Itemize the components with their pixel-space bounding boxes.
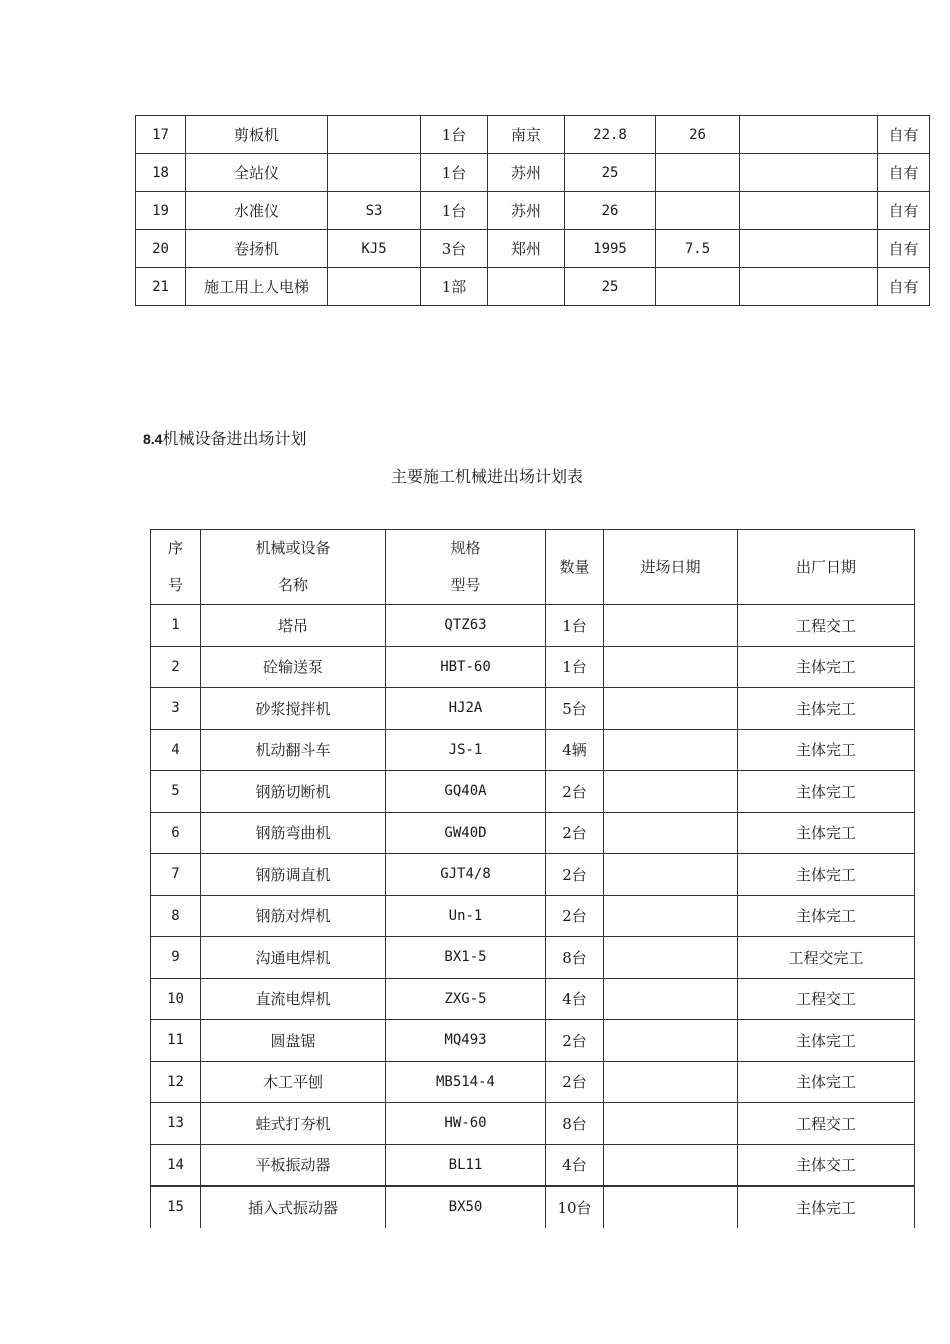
cell-spec: HJ2A	[386, 688, 546, 730]
cell-name: 全站仪	[186, 154, 328, 192]
cell-qty: 10台	[546, 1186, 604, 1228]
cell-spec: GJT4/8	[386, 854, 546, 896]
cell-entry-date	[604, 978, 738, 1020]
cell-origin	[488, 268, 565, 306]
table-row	[151, 854, 915, 896]
table-row	[151, 646, 915, 688]
cell-qty: 5台	[546, 688, 604, 730]
cell-power: 1995	[565, 230, 656, 268]
cell-qty: 1台	[421, 154, 488, 192]
cell-seq: 2	[151, 646, 201, 688]
equipment-table-continued	[135, 115, 930, 306]
cell-exit-date: 主体交工	[738, 1144, 915, 1186]
header-spec: 规格 型号	[386, 530, 546, 605]
cell-seq: 10	[151, 978, 201, 1020]
cell-ownership: 自有	[878, 192, 930, 230]
cell-name: 平板振动器	[201, 1144, 386, 1186]
cell-seq: 1	[151, 605, 201, 647]
table-title: 主要施工机械进出场计划表	[390, 467, 583, 486]
cell-entry-date	[604, 771, 738, 813]
header-exit-date: 出厂日期	[738, 530, 915, 605]
table-row	[136, 154, 930, 192]
cell-name: 施工用上人电梯	[186, 268, 328, 306]
cell-qty: 2台	[546, 812, 604, 854]
cell-entry-date	[604, 729, 738, 771]
cell-exit-date: 主体完工	[738, 688, 915, 730]
table-header-row	[151, 530, 915, 605]
cell-remark	[740, 192, 878, 230]
cell-spec: HBT-60	[386, 646, 546, 688]
cell-entry-date	[604, 1144, 738, 1186]
table-row	[151, 812, 915, 854]
cell-qty: 2台	[546, 854, 604, 896]
cell-name: 钢筋切断机	[201, 771, 386, 813]
cell-name: 剪板机	[186, 116, 328, 154]
cell-exit-date: 主体完工	[738, 854, 915, 896]
cell-name: 钢筋对焊机	[201, 895, 386, 937]
cell-name: 钢筋调直机	[201, 854, 386, 896]
cell-spec: JS-1	[386, 729, 546, 771]
cell-ownership: 自有	[878, 154, 930, 192]
cell-exit-date: 主体完工	[738, 771, 915, 813]
cell-spec: ZXG-5	[386, 978, 546, 1020]
cell-exit-date: 工程交工	[738, 1103, 915, 1145]
cell-spec: BX1-5	[386, 937, 546, 979]
cell-qty: 2台	[546, 771, 604, 813]
cell-entry-date	[604, 1186, 738, 1228]
table-row	[151, 937, 915, 979]
table-row	[136, 268, 930, 306]
section-heading	[143, 426, 306, 449]
cell-entry-date	[604, 895, 738, 937]
cell-exit-date: 工程交工	[738, 978, 915, 1020]
cell-exit-date: 主体完工	[738, 729, 915, 771]
cell-remark	[740, 154, 878, 192]
cell-seq: 3	[151, 688, 201, 730]
cell-seq: 5	[151, 771, 201, 813]
cell-exit-date: 主体完工	[738, 646, 915, 688]
cell-seq: 20	[136, 230, 186, 268]
table-row	[151, 729, 915, 771]
cell-spec: KJ5	[328, 230, 421, 268]
cell-seq: 14	[151, 1144, 201, 1186]
cell-seq: 13	[151, 1103, 201, 1145]
cell-spec	[328, 268, 421, 306]
table-row	[151, 1103, 915, 1145]
cell-spec: GQ40A	[386, 771, 546, 813]
header-entry-date: 进场日期	[604, 530, 738, 605]
cell-ownership: 自有	[878, 268, 930, 306]
table-row	[151, 1020, 915, 1062]
cell-power: 22.8	[565, 116, 656, 154]
cell-entry-date	[604, 937, 738, 979]
cell-entry-date	[604, 646, 738, 688]
cell-entry-date	[604, 688, 738, 730]
cell-seq: 9	[151, 937, 201, 979]
cell-seq: 8	[151, 895, 201, 937]
cell-name: 机动翻斗车	[201, 729, 386, 771]
table-row	[151, 1186, 915, 1228]
cell-exit-date: 主体完工	[738, 1186, 915, 1228]
cell-spec: BL11	[386, 1144, 546, 1186]
cell-spec	[328, 154, 421, 192]
header-qty: 数量	[546, 530, 604, 605]
cell-power: 26	[565, 192, 656, 230]
cell-seq: 7	[151, 854, 201, 896]
cell-entry-date	[604, 854, 738, 896]
table-row	[151, 895, 915, 937]
cell-qty: 1台	[421, 192, 488, 230]
section-number: 8.4	[143, 431, 163, 447]
table-row	[151, 605, 915, 647]
cell-seq: 6	[151, 812, 201, 854]
cell-name: 沟通电焊机	[201, 937, 386, 979]
cell-exit-date: 主体完工	[738, 1020, 915, 1062]
cell-spec	[328, 116, 421, 154]
cell-seq: 12	[151, 1061, 201, 1103]
cell-origin: 苏州	[488, 192, 565, 230]
cell-spec: MB514-4	[386, 1061, 546, 1103]
cell-qty: 4辆	[546, 729, 604, 771]
cell-name: 圆盘锯	[201, 1020, 386, 1062]
cell-qty: 2台	[546, 1061, 604, 1103]
cell-remark	[740, 116, 878, 154]
header-seq: 序 号	[151, 530, 201, 605]
machinery-schedule-table	[150, 529, 915, 1228]
cell-spec: S3	[328, 192, 421, 230]
cell-name: 砂浆搅拌机	[201, 688, 386, 730]
cell-name: 卷扬机	[186, 230, 328, 268]
table-row	[151, 978, 915, 1020]
cell-name: 木工平刨	[201, 1061, 386, 1103]
cell-entry-date	[604, 605, 738, 647]
cell-name: 钢筋弯曲机	[201, 812, 386, 854]
cell-name: 塔吊	[201, 605, 386, 647]
cell-value	[656, 192, 740, 230]
cell-qty: 4台	[546, 1144, 604, 1186]
cell-ownership: 自有	[878, 116, 930, 154]
cell-ownership: 自有	[878, 230, 930, 268]
cell-seq: 21	[136, 268, 186, 306]
table-row	[136, 230, 930, 268]
cell-qty: 4台	[546, 978, 604, 1020]
table-row	[136, 116, 930, 154]
cell-seq: 15	[151, 1186, 201, 1228]
cell-seq: 18	[136, 154, 186, 192]
cell-origin: 苏州	[488, 154, 565, 192]
table-row	[151, 1061, 915, 1103]
cell-entry-date	[604, 812, 738, 854]
cell-name: 插入式振动器	[201, 1186, 386, 1228]
cell-spec: Un-1	[386, 895, 546, 937]
cell-power: 25	[565, 154, 656, 192]
cell-origin: 郑州	[488, 230, 565, 268]
cell-name: 砼输送泵	[201, 646, 386, 688]
cell-qty: 1部	[421, 268, 488, 306]
cell-spec: GW40D	[386, 812, 546, 854]
cell-value: 7.5	[656, 230, 740, 268]
cell-spec: MQ493	[386, 1020, 546, 1062]
cell-name: 水准仪	[186, 192, 328, 230]
cell-entry-date	[604, 1020, 738, 1062]
cell-exit-date: 主体完工	[738, 895, 915, 937]
cell-name: 直流电焊机	[201, 978, 386, 1020]
cell-seq: 4	[151, 729, 201, 771]
cell-qty: 3台	[421, 230, 488, 268]
table-row	[136, 192, 930, 230]
cell-remark	[740, 268, 878, 306]
cell-name: 蛙式打夯机	[201, 1103, 386, 1145]
cell-spec: QTZ63	[386, 605, 546, 647]
cell-value: 26	[656, 116, 740, 154]
cell-qty: 8台	[546, 937, 604, 979]
cell-qty: 1台	[421, 116, 488, 154]
cell-remark	[740, 230, 878, 268]
section-title: 机械设备进出场计划	[162, 429, 307, 448]
cell-exit-date: 工程交工	[738, 605, 915, 647]
cell-qty: 8台	[546, 1103, 604, 1145]
table-row	[151, 688, 915, 730]
cell-entry-date	[604, 1103, 738, 1145]
cell-exit-date: 主体完工	[738, 1061, 915, 1103]
cell-seq: 19	[136, 192, 186, 230]
cell-power: 25	[565, 268, 656, 306]
cell-qty: 2台	[546, 1020, 604, 1062]
cell-spec: HW-60	[386, 1103, 546, 1145]
header-name: 机械或设备 名称	[201, 530, 386, 605]
cell-value	[656, 154, 740, 192]
cell-exit-date: 工程交完工	[738, 937, 915, 979]
cell-qty: 1台	[546, 605, 604, 647]
cell-exit-date: 主体完工	[738, 812, 915, 854]
cell-origin: 南京	[488, 116, 565, 154]
table-row	[151, 771, 915, 813]
cell-value	[656, 268, 740, 306]
cell-entry-date	[604, 1061, 738, 1103]
cell-qty: 2台	[546, 895, 604, 937]
cell-seq: 17	[136, 116, 186, 154]
cell-seq: 11	[151, 1020, 201, 1062]
table-row	[151, 1144, 915, 1186]
cell-spec: BX50	[386, 1186, 546, 1228]
cell-qty: 1台	[546, 646, 604, 688]
